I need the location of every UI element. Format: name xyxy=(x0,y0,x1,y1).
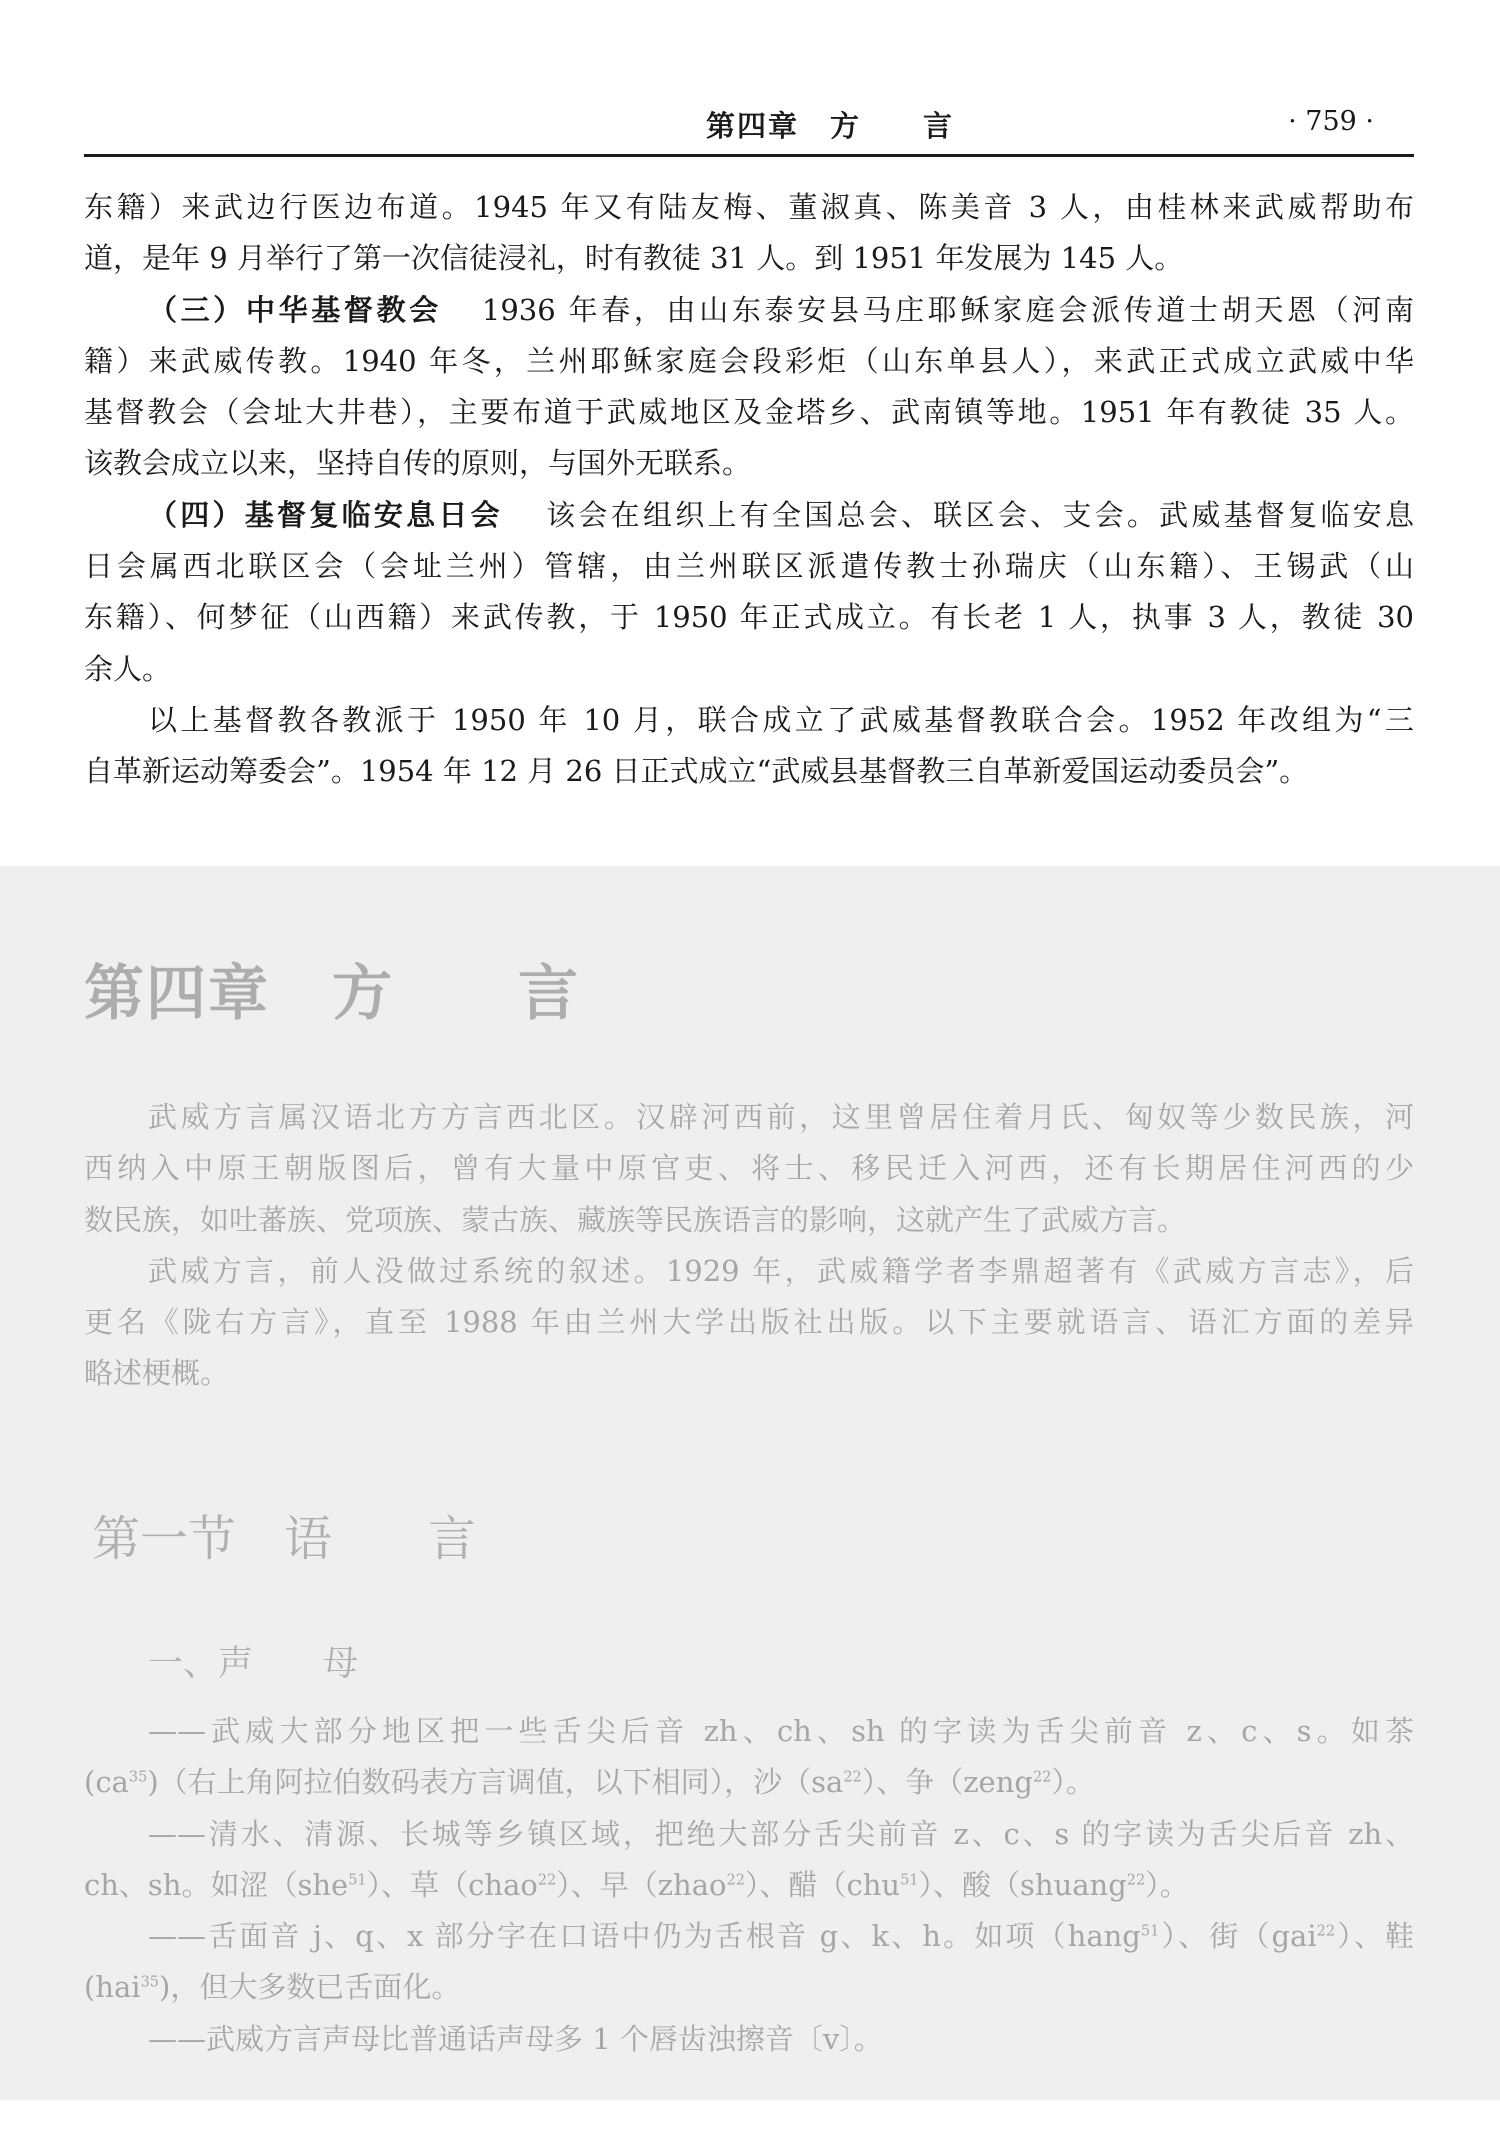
rule-line: ——清水、清源、长城等乡镇区域，把绝大部分舌尖前音 z、c、s 的字读为舌尖后音 zh、 xyxy=(148,1816,1414,1851)
heading-paragraph-3 xyxy=(84,285,1414,336)
rule-line: $(ca^{35})$（右上角阿拉伯数码表方言调值，以下相同），沙$(sa^{22})$、争（zeng$^{22}$）。 xyxy=(84,1765,1095,1800)
heading-paragraph-4 xyxy=(84,490,1414,541)
body-line: 东籍）、何梦征（山西籍）来武传教，于 1950 年正式成立。有长老 1 人，执事 3 人，教徒 30 xyxy=(84,600,1414,635)
top-body-text xyxy=(84,182,1414,798)
body-line: 籍）来武威传教。1940 年冬，兰州耶稣家庭会段彩炬（山东单县人），来武正式成立武威中华 xyxy=(84,343,1414,378)
body-line: 道，是年 9 月举行了第一次信徒浸礼，时有教徒 31 人。到 1951 年发展为 145 人。 xyxy=(84,241,1184,276)
heading-3: （三）中华基督教会 xyxy=(148,292,442,327)
rules-block xyxy=(84,1706,1414,2065)
body-line: 日会属西北联区会（会址兰州）管辖，由兰州联区派遣传教士孙瑞庆（山东籍）、王锡武（山 xyxy=(84,549,1414,584)
intro-line: 武威方言，前人没做过系统的叙述。1929 年，武威籍学者李鼎超著有《武威方言志》，后 xyxy=(148,1253,1414,1288)
body-line: 基督教会（会址大井巷），主要布道于武威地区及金塔乡、武南镇等地。1951 年有教徒 35 人。 xyxy=(84,395,1414,430)
rule-line: (hai$^{35}$)，但大多数已舌面化。 xyxy=(84,1970,461,2005)
chapter-title: 第四章 方 言 xyxy=(84,959,580,1029)
intro-line: 略述梗概。 xyxy=(84,1356,230,1391)
subsection-title: 一、声 母 xyxy=(148,1644,359,1684)
header-chapter-title: 第四章 方 言 xyxy=(706,109,955,143)
body-line: 东籍）来武边行医边布道。1945 年又有陆友梅、董淑真、陈美音 3 人，由桂林来武威帮助布 xyxy=(84,190,1414,224)
body-line: 以上基督教各教派于 1950 年 10 月，联合成立了武威基督教联合会。1952 年改组为“三 xyxy=(148,702,1414,737)
rule-line: ——武威方言声母比普通话声母多 1 个唇齿浊擦音〔v〕。 xyxy=(148,2021,883,2056)
rule-line: ——武威大部分地区把一些舌尖后音 zh、ch、sh 的字读为舌尖前音 z、c、s。如茶 xyxy=(148,1714,1414,1748)
rule-line: ——舌面音 j、q、x 部分字在口语中仍为舌根音 g、k、h。如项（hang$^{51}$）、街（gai$^{22}$）、鞋 xyxy=(148,1919,1414,1954)
intro-line: 武威方言属汉语北方方言西北区。汉辟河西前，这里曾居住着月氏、匈奴等少数民族，河 xyxy=(148,1100,1414,1134)
body-line: 余人。 xyxy=(84,651,172,686)
intro-line: 西纳入中原王朝版图后，曾有大量中原官吏、将士、移民迁入河西，还有长期居住河西的少 xyxy=(84,1151,1414,1186)
rule-line: ch、sh。如涩（she$^{51}$）、草（chao$^{22}$）、早（zhao$^{22}$）、醋（chu$^{51}$）、酸（shuang$^{22}$）。 xyxy=(84,1867,1189,1902)
body-line: 该教会成立以来，坚持自传的原则，与国外无联系。 xyxy=(84,446,752,481)
page-number: · 759 · xyxy=(1288,106,1374,137)
body-line: 自革新运动筹委会”。1954 年 12 月 26 日正式成立“武威县基督教三自革新爱国运动委员会”。 xyxy=(84,754,1309,789)
heading-4: （四）基督复临安息日会 xyxy=(148,497,503,532)
body-line: 该会在组织上有全国总会、联区会、支会。武威基督复临安息 xyxy=(542,497,1414,532)
overlay-next-page xyxy=(0,866,1500,2100)
running-header xyxy=(84,98,1414,157)
section-title: 第一节 语 言 xyxy=(92,1511,477,1567)
intro-line: 更名《陇右方言》，直至 1988 年由兰州大学出版社出版。以下主要就语言、语汇方面的差异 xyxy=(84,1305,1414,1340)
intro-line: 数民族，如吐蕃族、党项族、蒙古族、藏族等民族语言的影响，这就产生了武威方言。 xyxy=(84,1202,1187,1237)
intro-paragraph xyxy=(84,1092,1414,1400)
body-line: 1936 年春，由山东泰安县马庄耶稣家庭会派传道士胡天恩（河南 xyxy=(481,292,1414,327)
